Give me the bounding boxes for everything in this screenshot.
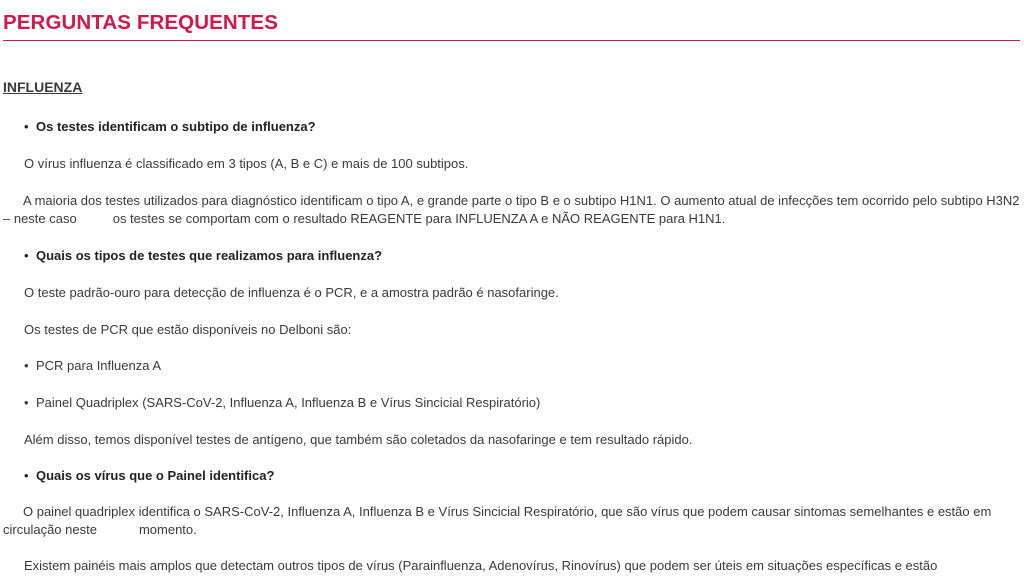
paragraph-text-b: os testes se comportam com o resultado REAGENTE para INFLUENZA A e NÃO REAGENTE para H1N1. (112, 211, 726, 226)
page-title: PERGUNTAS FREQUENTES (3, 11, 278, 34)
question-text: Quais os tipos de testes que realizamos para influenza? (36, 248, 383, 263)
question-text: Quais os vírus que o Painel identifica? (36, 468, 275, 483)
paragraph-antigen-tests: Além disso, temos disponível testes de antígeno, que também são coletados da nasofaringe e tem resultado rápido. (24, 432, 693, 447)
question-test-types (24, 247, 1024, 265)
paragraph-pcr-available: Os testes de PCR que estão disponíveis no Delboni são: (24, 322, 352, 337)
list-item-text: PCR para Influenza A (36, 358, 162, 373)
question-text: Os testes identificam o subtipo de influenza? (36, 119, 316, 134)
paragraph-gold-standard: O teste padrão-ouro para detecção de influenza é o PCR, e a amostra padrão é nasofaringe. (24, 285, 559, 300)
list-item-text: Painel Quadriplex (SARS-CoV-2, Influenza A, Influenza B e Vírus Sincicial Respiratório) (36, 395, 541, 410)
paragraph-quadriplex-identifies (3, 503, 1023, 539)
question-subtype (24, 118, 1024, 136)
paragraph-text-b: momento. (138, 522, 197, 537)
list-item-pcr-influenza-a (24, 357, 1024, 375)
title-divider (3, 40, 1020, 41)
list-item-quadriplex-panel (24, 394, 1024, 412)
paragraph-broader-panels: Existem painéis mais amplos que detectam outros tipos de vírus (Parainfluenza, Adenovírus, Rinovírus) que podem ser úteis em situações específicas e estão (24, 558, 938, 573)
section-title-influenza: INFLUENZA (3, 79, 83, 95)
paragraph-tests-identify (3, 192, 1023, 228)
paragraph-text-a: O painel quadriplex identifica o SARS-CoV-2, Influenza A, Influenza B e Vírus Sincicial Respiratório, que são vírus que podem causar sintomas semelhantes e estão em circulação neste (3, 504, 992, 537)
paragraph-text-a: A maioria dos testes utilizados para diagnóstico identificam o tipo A, e grande parte o tipo B e o subtipo H1N1. O aumento atual de infecções tem ocorrido pelo subtipo H3N2 – neste caso (3, 193, 1020, 226)
paragraph-classification: O vírus influenza é classificado em 3 tipos (A, B e C) e mais de 100 subtipos. (24, 156, 469, 171)
question-panel-viruses (24, 467, 1024, 485)
